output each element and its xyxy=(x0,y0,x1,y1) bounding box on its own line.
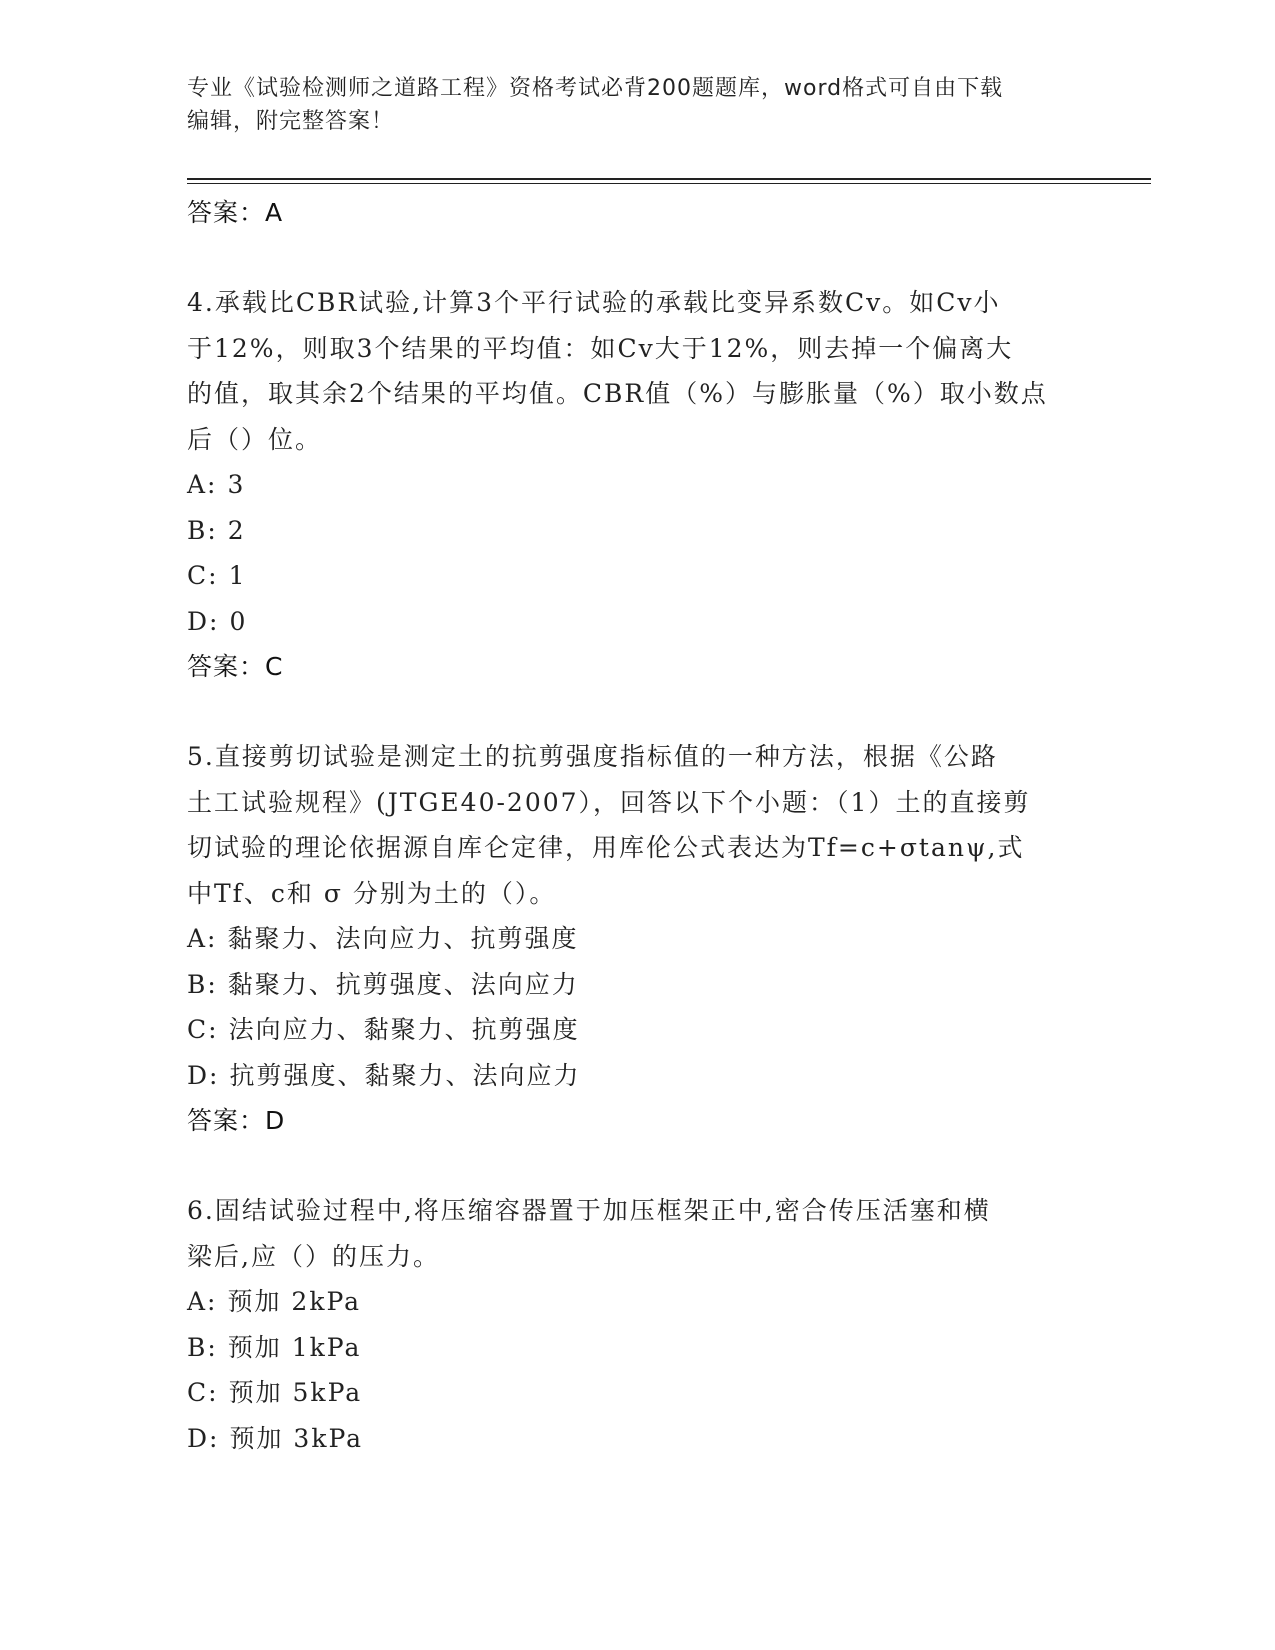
question-text xyxy=(187,734,1087,916)
option-b: B: 2 xyxy=(187,515,246,545)
option-a: A: 3 xyxy=(187,470,246,499)
question-line: 后（）位。 xyxy=(187,424,323,454)
question-line: 切试验的理论依据源自库仑定律，用库伦公式表达为Tf=c+σtanψ,式 xyxy=(187,833,1025,862)
question-block xyxy=(187,734,1087,1144)
question-line: 6.固结试验过程中,将压缩容器置于加压框架正中,密合传压活塞和横 xyxy=(187,1196,991,1225)
option-d: D: 抗剪强度、黏聚力、法向应力 xyxy=(187,1060,581,1090)
option-c: C: 法向应力、黏聚力、抗剪强度 xyxy=(187,1015,580,1044)
header-line-1: 专业《试验检测师之道路工程》资格考试必背200题题库，word格式可自由下载 xyxy=(187,76,1004,101)
question-line: 4.承载比CBR试验,计算3个平行试验的承载比变异系数Cv。如Cv小 xyxy=(187,288,1001,317)
header-rule-thin xyxy=(187,183,1151,184)
question-text xyxy=(187,280,1087,462)
question-line: 中Tf、c和 σ 分别为土的（）。 xyxy=(187,878,557,908)
question-text xyxy=(187,1188,1087,1279)
question-line: 5.直接剪切试验是测定土的抗剪强度指标值的一种方法，根据《公路 xyxy=(187,742,998,771)
page-header xyxy=(187,72,1067,138)
question-line: 土工试验规程》(JTGE40-2007），回答以下个小题：（1）土的直接剪 xyxy=(187,787,1031,817)
document-body xyxy=(187,190,1087,1461)
option-a: A: 黏聚力、法向应力、抗剪强度 xyxy=(187,924,579,953)
header-rule-thick xyxy=(187,178,1151,180)
question-block xyxy=(187,280,1087,690)
answer-label: 答案：C xyxy=(187,652,284,681)
option-c: C: 1 xyxy=(187,561,247,590)
question-block xyxy=(187,1188,1087,1461)
option-a: A: 预加 2kPa xyxy=(187,1287,362,1316)
option-b: B: 预加 1kPa xyxy=(187,1332,362,1362)
option-c: C: 预加 5kPa xyxy=(187,1378,363,1407)
option-b: B: 黏聚力、抗剪强度、法向应力 xyxy=(187,969,579,999)
option-d: D: 预加 3kPa xyxy=(187,1423,364,1453)
answer-label: 答案：D xyxy=(187,1106,286,1135)
option-d: D: 0 xyxy=(187,606,248,636)
question-line: 梁后,应（）的压力。 xyxy=(187,1241,440,1271)
header-line-2: 编辑，附完整答案！ xyxy=(187,109,395,134)
question-line: 于12%，则取3个结果的平均值：如Cv大于12%，则去掉一个偏离大 xyxy=(187,333,1014,363)
question-line: 的值，取其余2个结果的平均值。CBR值（%）与膨胀量（%）取小数点 xyxy=(187,379,1048,408)
answer-label: 答案：A xyxy=(187,198,284,227)
